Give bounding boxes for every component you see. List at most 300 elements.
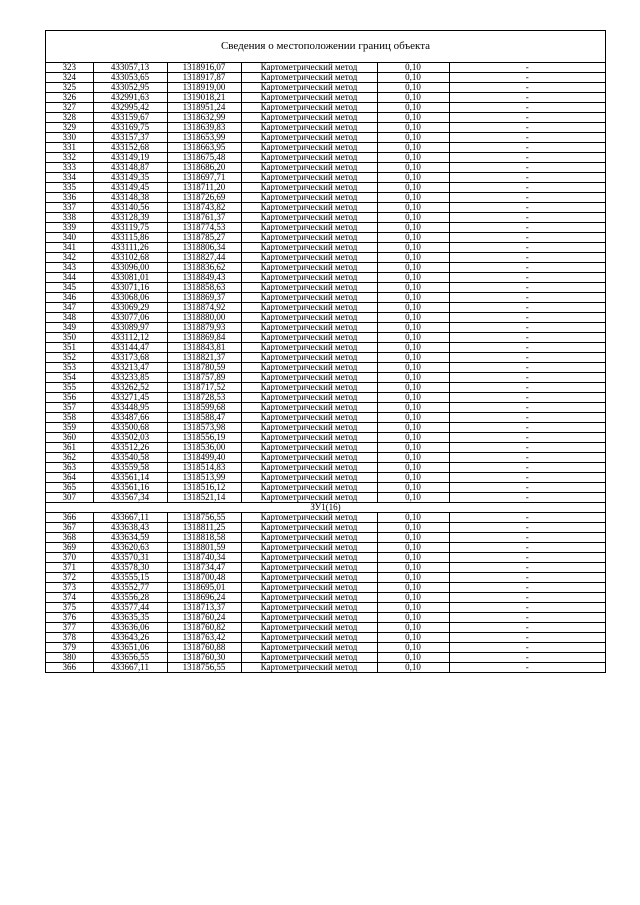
- note-cell: -: [449, 663, 605, 673]
- accuracy-cell: 0,10: [377, 63, 449, 73]
- point-number-cell: 366: [46, 513, 93, 523]
- table-row: [46, 153, 605, 163]
- accuracy-cell: 0,10: [377, 163, 449, 173]
- accuracy-cell: 0,10: [377, 143, 449, 153]
- table-row: [46, 483, 605, 493]
- table-row: [46, 63, 605, 73]
- accuracy-cell: 0,10: [377, 173, 449, 183]
- accuracy-cell: 0,10: [377, 243, 449, 253]
- y-coordinate-cell: 1318763,42: [167, 633, 241, 643]
- section-row: [46, 503, 605, 513]
- note-cell: -: [449, 153, 605, 163]
- accuracy-cell: 0,10: [377, 253, 449, 263]
- y-coordinate-cell: 1318536,00: [167, 443, 241, 453]
- method-cell: Картометрический метод: [241, 153, 377, 163]
- point-number-cell: 370: [46, 553, 93, 563]
- x-coordinate-cell: 433157,37: [93, 133, 167, 143]
- y-coordinate-cell: 1318760,30: [167, 653, 241, 663]
- point-number-cell: 356: [46, 393, 93, 403]
- point-number-cell: 363: [46, 463, 93, 473]
- y-coordinate-cell: 1318806,34: [167, 243, 241, 253]
- table-row: [46, 303, 605, 313]
- x-coordinate-cell: 433077,06: [93, 313, 167, 323]
- x-coordinate-cell: 433561,14: [93, 473, 167, 483]
- accuracy-cell: 0,10: [377, 323, 449, 333]
- point-number-cell: 353: [46, 363, 93, 373]
- table-row: [46, 363, 605, 373]
- accuracy-cell: 0,10: [377, 83, 449, 93]
- table-row: [46, 513, 605, 523]
- point-number-cell: 376: [46, 613, 93, 623]
- x-coordinate-cell: 433148,87: [93, 163, 167, 173]
- point-number-cell: 324: [46, 73, 93, 83]
- accuracy-cell: 0,10: [377, 453, 449, 463]
- x-coordinate-cell: 432995,42: [93, 103, 167, 113]
- point-number-cell: 373: [46, 583, 93, 593]
- table-row: [46, 633, 605, 643]
- y-coordinate-cell: 1318573,98: [167, 423, 241, 433]
- note-cell: -: [449, 493, 605, 503]
- x-coordinate-cell: 433071,16: [93, 283, 167, 293]
- table-row: [46, 433, 605, 443]
- y-coordinate-cell: 1318728,53: [167, 393, 241, 403]
- y-coordinate-cell: 1318734,47: [167, 563, 241, 573]
- note-cell: -: [449, 173, 605, 183]
- table-row: [46, 243, 605, 253]
- accuracy-cell: 0,10: [377, 633, 449, 643]
- note-cell: -: [449, 643, 605, 653]
- note-cell: -: [449, 353, 605, 363]
- y-coordinate-cell: 1318858,63: [167, 283, 241, 293]
- table-row: [46, 113, 605, 123]
- table-row: [46, 393, 605, 403]
- note-cell: -: [449, 633, 605, 643]
- method-cell: Картометрический метод: [241, 633, 377, 643]
- table-row: [46, 533, 605, 543]
- accuracy-cell: 0,10: [377, 373, 449, 383]
- method-cell: Картометрический метод: [241, 223, 377, 233]
- y-coordinate-cell: 1318818,58: [167, 533, 241, 543]
- x-coordinate-cell: 433052,95: [93, 83, 167, 93]
- point-number-cell: 327: [46, 103, 93, 113]
- method-cell: Картометрический метод: [241, 213, 377, 223]
- method-cell: Картометрический метод: [241, 543, 377, 553]
- table-row: [46, 223, 605, 233]
- table-row: [46, 423, 605, 433]
- point-number-cell: 374: [46, 593, 93, 603]
- table-row: [46, 183, 605, 193]
- table-row: [46, 593, 605, 603]
- x-coordinate-cell: 433152,68: [93, 143, 167, 153]
- point-number-cell: 335: [46, 183, 93, 193]
- method-cell: Картометрический метод: [241, 493, 377, 503]
- point-number-cell: 354: [46, 373, 93, 383]
- accuracy-cell: 0,10: [377, 593, 449, 603]
- x-coordinate-cell: 433112,12: [93, 333, 167, 343]
- method-cell: Картометрический метод: [241, 363, 377, 373]
- note-cell: -: [449, 553, 605, 563]
- table-row: [46, 623, 605, 633]
- x-coordinate-cell: 432991,63: [93, 93, 167, 103]
- y-coordinate-cell: 1318726,69: [167, 193, 241, 203]
- note-cell: -: [449, 113, 605, 123]
- method-cell: Картометрический метод: [241, 563, 377, 573]
- point-number-cell: 378: [46, 633, 93, 643]
- x-coordinate-cell: 433556,28: [93, 593, 167, 603]
- x-coordinate-cell: 433512,26: [93, 443, 167, 453]
- note-cell: -: [449, 243, 605, 253]
- note-cell: -: [449, 213, 605, 223]
- method-cell: Картометрический метод: [241, 283, 377, 293]
- table-row: [46, 413, 605, 423]
- accuracy-cell: 0,10: [377, 273, 449, 283]
- note-cell: -: [449, 343, 605, 353]
- y-coordinate-cell: 1318757,89: [167, 373, 241, 383]
- x-coordinate-cell: 433651,06: [93, 643, 167, 653]
- note-cell: -: [449, 563, 605, 573]
- note-cell: -: [449, 583, 605, 593]
- y-coordinate-cell: 1318880,00: [167, 313, 241, 323]
- x-coordinate-cell: 433081,01: [93, 273, 167, 283]
- point-number-cell: 377: [46, 623, 93, 633]
- method-cell: Картометрический метод: [241, 463, 377, 473]
- note-cell: -: [449, 383, 605, 393]
- accuracy-cell: 0,10: [377, 203, 449, 213]
- y-coordinate-cell: 1318653,99: [167, 133, 241, 143]
- x-coordinate-cell: 433656,55: [93, 653, 167, 663]
- table-row: [46, 453, 605, 463]
- y-coordinate-cell: 1318514,83: [167, 463, 241, 473]
- note-cell: -: [449, 463, 605, 473]
- point-number-cell: 361: [46, 443, 93, 453]
- table-row: [46, 283, 605, 293]
- method-cell: Картометрический метод: [241, 413, 377, 423]
- x-coordinate-cell: 433213,47: [93, 363, 167, 373]
- y-coordinate-cell: 1318697,71: [167, 173, 241, 183]
- method-cell: Картометрический метод: [241, 243, 377, 253]
- table-row: [46, 473, 605, 483]
- method-cell: Картометрический метод: [241, 313, 377, 323]
- y-coordinate-cell: 1318521,14: [167, 493, 241, 503]
- accuracy-cell: 0,10: [377, 113, 449, 123]
- note-cell: -: [449, 603, 605, 613]
- note-cell: -: [449, 143, 605, 153]
- method-cell: Картометрический метод: [241, 623, 377, 633]
- y-coordinate-cell: 1318811,25: [167, 523, 241, 533]
- table-row: [46, 333, 605, 343]
- accuracy-cell: 0,10: [377, 663, 449, 673]
- note-cell: -: [449, 413, 605, 423]
- y-coordinate-cell: 1318869,37: [167, 293, 241, 303]
- point-number-cell: 357: [46, 403, 93, 413]
- x-coordinate-cell: 433271,45: [93, 393, 167, 403]
- y-coordinate-cell: 1318836,62: [167, 263, 241, 273]
- x-coordinate-cell: 433089,97: [93, 323, 167, 333]
- table-row: [46, 103, 605, 113]
- accuracy-cell: 0,10: [377, 193, 449, 203]
- method-cell: Картометрический метод: [241, 113, 377, 123]
- note-cell: -: [449, 73, 605, 83]
- method-cell: Картометрический метод: [241, 93, 377, 103]
- note-cell: -: [449, 443, 605, 453]
- point-number-cell: 379: [46, 643, 93, 653]
- note-cell: -: [449, 323, 605, 333]
- accuracy-cell: 0,10: [377, 473, 449, 483]
- method-cell: Картометрический метод: [241, 183, 377, 193]
- method-cell: Картометрический метод: [241, 373, 377, 383]
- point-number-cell: 366: [46, 663, 93, 673]
- point-number-cell: 332: [46, 153, 93, 163]
- table-row: [46, 203, 605, 213]
- y-coordinate-cell: 1318632,99: [167, 113, 241, 123]
- method-cell: Картометрический метод: [241, 233, 377, 243]
- table-row: [46, 463, 605, 473]
- y-coordinate-cell: 1318760,88: [167, 643, 241, 653]
- note-cell: -: [449, 523, 605, 533]
- point-number-cell: 328: [46, 113, 93, 123]
- accuracy-cell: 0,10: [377, 583, 449, 593]
- table-row: [46, 603, 605, 613]
- accuracy-cell: 0,10: [377, 343, 449, 353]
- x-coordinate-cell: 433096,00: [93, 263, 167, 273]
- point-number-cell: 336: [46, 193, 93, 203]
- y-coordinate-cell: 1318556,19: [167, 433, 241, 443]
- table-row: [46, 353, 605, 363]
- method-cell: Картометрический метод: [241, 653, 377, 663]
- accuracy-cell: 0,10: [377, 403, 449, 413]
- x-coordinate-cell: 433487,66: [93, 413, 167, 423]
- table-row: [46, 523, 605, 533]
- y-coordinate-cell: 1318743,82: [167, 203, 241, 213]
- x-coordinate-cell: 433540,58: [93, 453, 167, 463]
- table-row: [46, 133, 605, 143]
- y-coordinate-cell: 1318599,68: [167, 403, 241, 413]
- accuracy-cell: 0,10: [377, 533, 449, 543]
- point-number-cell: 340: [46, 233, 93, 243]
- method-cell: Картометрический метод: [241, 273, 377, 283]
- table-row: [46, 663, 605, 673]
- point-number-cell: 371: [46, 563, 93, 573]
- point-number-cell: 344: [46, 273, 93, 283]
- y-coordinate-cell: 1318499,40: [167, 453, 241, 463]
- x-coordinate-cell: 433053,65: [93, 73, 167, 83]
- accuracy-cell: 0,10: [377, 263, 449, 273]
- method-cell: Картометрический метод: [241, 303, 377, 313]
- note-cell: -: [449, 363, 605, 373]
- point-number-cell: 347: [46, 303, 93, 313]
- x-coordinate-cell: 433111,26: [93, 243, 167, 253]
- note-cell: -: [449, 423, 605, 433]
- y-coordinate-cell: 1318879,93: [167, 323, 241, 333]
- x-coordinate-cell: 433148,38: [93, 193, 167, 203]
- point-number-cell: 375: [46, 603, 93, 613]
- table-row: [46, 343, 605, 353]
- note-cell: -: [449, 103, 605, 113]
- accuracy-cell: 0,10: [377, 93, 449, 103]
- method-cell: Картометрический метод: [241, 133, 377, 143]
- method-cell: Картометрический метод: [241, 553, 377, 563]
- accuracy-cell: 0,10: [377, 443, 449, 453]
- x-coordinate-cell: 433502,03: [93, 433, 167, 443]
- point-number-cell: 365: [46, 483, 93, 493]
- point-number-cell: 367: [46, 523, 93, 533]
- y-coordinate-cell: 1318513,99: [167, 473, 241, 483]
- point-number-cell: 352: [46, 353, 93, 363]
- y-coordinate-cell: 1318756,55: [167, 513, 241, 523]
- x-coordinate-cell: 433552,77: [93, 583, 167, 593]
- accuracy-cell: 0,10: [377, 513, 449, 523]
- table-row: [46, 313, 605, 323]
- point-number-cell: 358: [46, 413, 93, 423]
- note-cell: -: [449, 83, 605, 93]
- note-cell: -: [449, 373, 605, 383]
- accuracy-cell: 0,10: [377, 603, 449, 613]
- y-coordinate-cell: 1318639,83: [167, 123, 241, 133]
- method-cell: Картометрический метод: [241, 473, 377, 483]
- note-cell: -: [449, 233, 605, 243]
- point-number-cell: 359: [46, 423, 93, 433]
- note-cell: -: [449, 123, 605, 133]
- note-cell: -: [449, 133, 605, 143]
- y-coordinate-cell: 1319018,21: [167, 93, 241, 103]
- table-row: [46, 583, 605, 593]
- method-cell: Картометрический метод: [241, 253, 377, 263]
- note-cell: -: [449, 453, 605, 463]
- point-number-cell: 323: [46, 63, 93, 73]
- coordinates-table-body: [46, 63, 605, 672]
- accuracy-cell: 0,10: [377, 213, 449, 223]
- method-cell: Картометрический метод: [241, 593, 377, 603]
- accuracy-cell: 0,10: [377, 333, 449, 343]
- point-number-cell: 342: [46, 253, 93, 263]
- method-cell: Картометрический метод: [241, 173, 377, 183]
- point-number-cell: 351: [46, 343, 93, 353]
- x-coordinate-cell: 433149,19: [93, 153, 167, 163]
- y-coordinate-cell: 1318785,27: [167, 233, 241, 243]
- y-coordinate-cell: 1318774,53: [167, 223, 241, 233]
- x-coordinate-cell: 433635,35: [93, 613, 167, 623]
- table-row: [46, 143, 605, 153]
- method-cell: Картометрический метод: [241, 433, 377, 443]
- x-coordinate-cell: 433149,45: [93, 183, 167, 193]
- method-cell: Картометрический метод: [241, 483, 377, 493]
- method-cell: Картометрический метод: [241, 393, 377, 403]
- method-cell: Картометрический метод: [241, 73, 377, 83]
- point-number-cell: 330: [46, 133, 93, 143]
- x-coordinate-cell: 433667,11: [93, 513, 167, 523]
- x-coordinate-cell: 433159,67: [93, 113, 167, 123]
- accuracy-cell: 0,10: [377, 463, 449, 473]
- y-coordinate-cell: 1318713,37: [167, 603, 241, 613]
- accuracy-cell: 0,10: [377, 283, 449, 293]
- accuracy-cell: 0,10: [377, 413, 449, 423]
- point-number-cell: 355: [46, 383, 93, 393]
- x-coordinate-cell: 433069,29: [93, 303, 167, 313]
- point-number-cell: 348: [46, 313, 93, 323]
- note-cell: -: [449, 653, 605, 663]
- accuracy-cell: 0,10: [377, 123, 449, 133]
- x-coordinate-cell: 433559,58: [93, 463, 167, 473]
- accuracy-cell: 0,10: [377, 563, 449, 573]
- accuracy-cell: 0,10: [377, 643, 449, 653]
- accuracy-cell: 0,10: [377, 73, 449, 83]
- method-cell: Картометрический метод: [241, 513, 377, 523]
- note-cell: -: [449, 513, 605, 523]
- point-number-cell: 368: [46, 533, 93, 543]
- point-number-cell: 372: [46, 573, 93, 583]
- x-coordinate-cell: 433570,31: [93, 553, 167, 563]
- point-number-cell: 362: [46, 453, 93, 463]
- table-row: [46, 193, 605, 203]
- y-coordinate-cell: 1318700,48: [167, 573, 241, 583]
- y-coordinate-cell: 1318675,48: [167, 153, 241, 163]
- note-cell: -: [449, 273, 605, 283]
- method-cell: Картометрический метод: [241, 663, 377, 673]
- x-coordinate-cell: 433115,86: [93, 233, 167, 243]
- x-coordinate-cell: 433102,68: [93, 253, 167, 263]
- point-number-cell: 307: [46, 493, 93, 503]
- table-row: [46, 263, 605, 273]
- method-cell: Картометрический метод: [241, 203, 377, 213]
- method-cell: Картометрический метод: [241, 453, 377, 463]
- accuracy-cell: 0,10: [377, 553, 449, 563]
- y-coordinate-cell: 1318827,44: [167, 253, 241, 263]
- accuracy-cell: 0,10: [377, 363, 449, 373]
- y-coordinate-cell: 1318801,59: [167, 543, 241, 553]
- table-row: [46, 563, 605, 573]
- method-cell: Картометрический метод: [241, 573, 377, 583]
- method-cell: Картометрический метод: [241, 443, 377, 453]
- y-coordinate-cell: 1318696,24: [167, 593, 241, 603]
- method-cell: Картометрический метод: [241, 123, 377, 133]
- y-coordinate-cell: 1318740,34: [167, 553, 241, 563]
- accuracy-cell: 0,10: [377, 293, 449, 303]
- note-cell: -: [449, 253, 605, 263]
- table-row: [46, 553, 605, 563]
- x-coordinate-cell: 433638,43: [93, 523, 167, 533]
- method-cell: Картометрический метод: [241, 643, 377, 653]
- note-cell: -: [449, 193, 605, 203]
- point-number-cell: 334: [46, 173, 93, 183]
- x-coordinate-cell: 433140,56: [93, 203, 167, 213]
- method-cell: Картометрический метод: [241, 533, 377, 543]
- note-cell: -: [449, 93, 605, 103]
- x-coordinate-cell: 433643,26: [93, 633, 167, 643]
- x-coordinate-cell: 433448,95: [93, 403, 167, 413]
- x-coordinate-cell: 433233,85: [93, 373, 167, 383]
- point-number-cell: 380: [46, 653, 93, 663]
- method-cell: Картометрический метод: [241, 193, 377, 203]
- note-cell: -: [449, 183, 605, 193]
- x-coordinate-cell: 433128,39: [93, 213, 167, 223]
- method-cell: Картометрический метод: [241, 523, 377, 533]
- y-coordinate-cell: 1318588,47: [167, 413, 241, 423]
- note-cell: -: [449, 543, 605, 553]
- table-row: [46, 443, 605, 453]
- table-row: [46, 83, 605, 93]
- method-cell: Картометрический метод: [241, 343, 377, 353]
- note-cell: -: [449, 393, 605, 403]
- method-cell: Картометрический метод: [241, 403, 377, 413]
- accuracy-cell: 0,10: [377, 573, 449, 583]
- point-number-cell: 360: [46, 433, 93, 443]
- method-cell: Картометрический метод: [241, 603, 377, 613]
- note-cell: -: [449, 333, 605, 343]
- note-cell: -: [449, 573, 605, 583]
- accuracy-cell: 0,10: [377, 133, 449, 143]
- note-cell: -: [449, 263, 605, 273]
- note-cell: -: [449, 483, 605, 493]
